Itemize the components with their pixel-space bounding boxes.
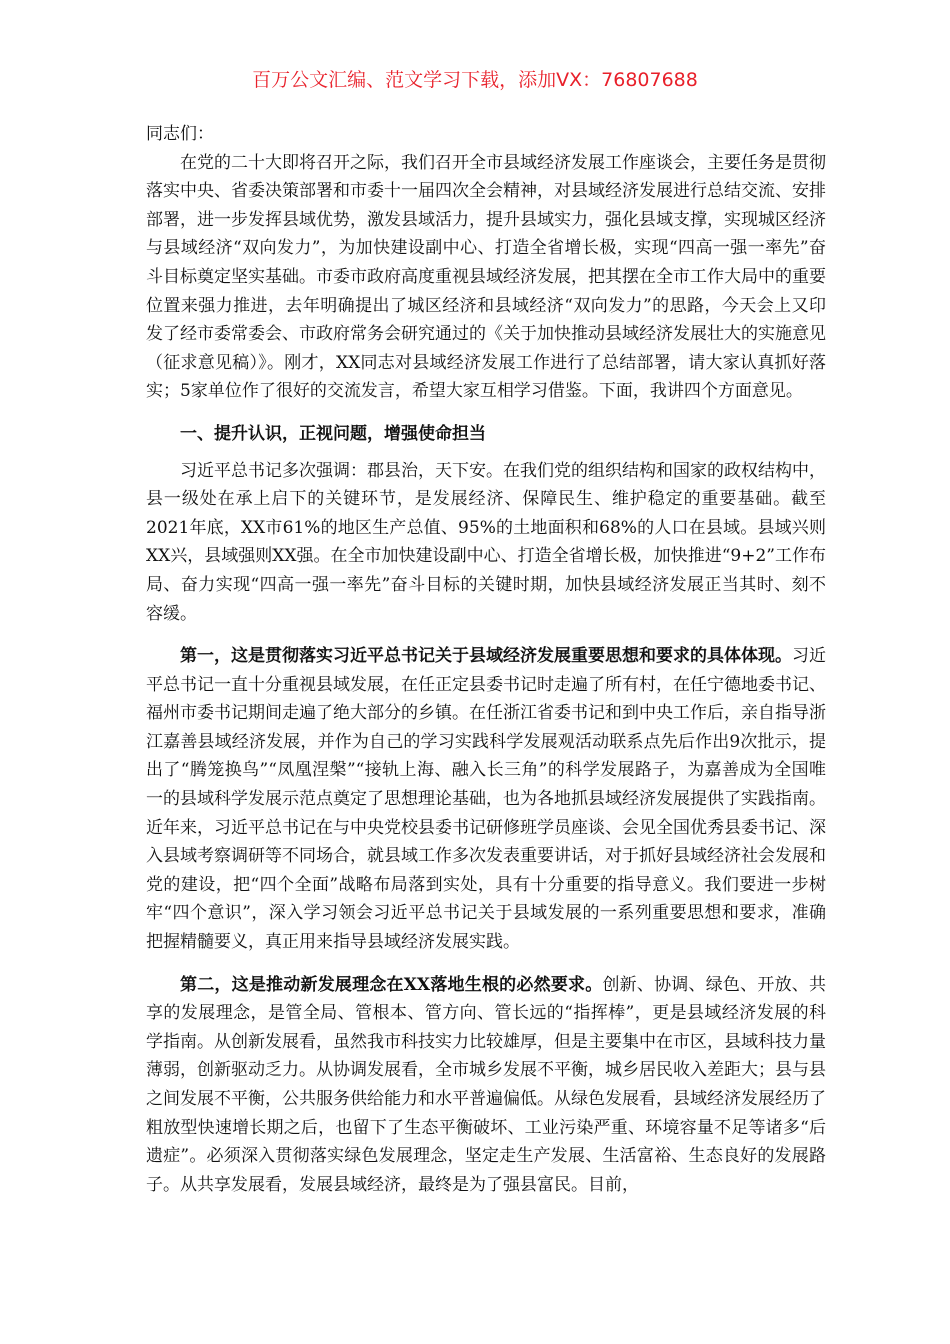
section1-paragraph: 习近平总书记多次强调：郡县治，天下安。在我们党的组织结构和国家的政权结构中，县一级处在承上启下的关键环节，是发展经济、保障民生、维护稳定的重要基础。截至2021年底，XX市61%的地区生产总值、95%的土地面积和68%的人口在县域。县域兴则XX兴，县域强则XX强。在全市加快建设副中心、打造全省增长极，加快推进“9+2”工作布局、奋力实现“四高一强一率先”奋斗目标的关键时期，加快县域经济发展正当其时、刻不容缓。	[146, 460, 826, 624]
point2-paragraph	[146, 971, 826, 1200]
section-heading: 一、提升认识，正视问题，增强使命担当	[180, 423, 486, 444]
speech-body	[146, 120, 826, 1199]
intro-paragraph: 在党的二十大即将召开之际，我们召开全市县域经济发展工作座谈会，主要任务是贯彻落实中央、省委决策部署和市委十一届四次全会精神，对县域经济发展进行总结交流、安排部署，进一步发挥县域优势，激发县域活力，提升县域实力，强化县域支撑，实现城区经济与县域经济“双向发力”，为加快建设副中心、打造全省增长极，实现“四高一强一率先”奋斗目标奠定坚实基础。市委市政府高度重视县域经济发展，把其摆在全市工作大局中的重要位置来强力推进，去年明确提出了城区经济和县域经济“双向发力”的思路，今天会上又印发了经市委常委会、市政府常务会研究通过的《关于加快推动县域经济发展壮大的实施意见（征求意见稿）》。刚才，XX同志对县域经济发展工作进行了总结部署，请大家认真抓好落实；5家单位作了很好的交流发言，希望大家互相学习借鉴。下面，我讲四个方面意见。	[146, 152, 826, 402]
point1-body: 习近平总书记一直十分重视县域发展，在任正定县委书记时走遍了所有村，在任宁德地委书记、福州市委书记期间走遍了绝大部分的乡镇。在任浙江省委书记和到中央工作后，亲自指导浙江嘉善县域经济发展，并作为自己的学习实践科学发展观活动联系点先后作出9次批示，提出了“腾笼换鸟”“凤凰涅槃”“接轨上海、融入长三角”的科学发展路子，为嘉善成为全国唯一的县域科学发展示范点奠定了思想理论基础，也为各地抓县域经济发展提供了实践指南。近年来，习近平总书记在与中央党校县委书记研修班学员座谈、会见全国优秀县委书记、深入县域考察调研等不同场合，就县域工作多次发表重要讲话，对于抓好县域经济社会发展和党的建设，把“四个全面”战略布局落到实处，具有十分重要的指导意义。我们要进一步树牢“四个意识”，深入学习领会习近平总书记关于县域发展的一系列重要思想和要求，准确把握精髓要义，真正用来指导县域经济发展实践。	[146, 646, 826, 953]
point1-lead: 第一，这是贯彻落实习近平总书记关于县域经济发展重要思想和要求的具体体现。	[180, 646, 792, 667]
point1-paragraph	[146, 642, 826, 957]
promo-banner: 百万公文汇编、范文学习下载，添加VX：76807688	[252, 69, 698, 91]
greeting: 同志们：	[146, 124, 214, 144]
point2-lead: 第二，这是推动新发展理念在XX落地生根的必然要求。	[180, 974, 603, 995]
point2-body: 创新、协调、绿色、开放、共享的发展理念，是管全局、管根本、管方向、管长远的“指挥棒”，更是县域经济发展的科学指南。从创新发展看，虽然我市科技实力比较雄厚，但是主要集中在市区，县域科技力量薄弱，创新驱动乏力。从协调发展看，全市城乡发展不平衡，城乡居民收入差距大；县与县之间发展不平衡，公共服务供给能力和水平普遍偏低。从绿色发展看，县域经济发展经历了粗放型快速增长期之后，也留下了生态平衡破坏、工业污染严重、环境容量不足等诸多“后遗症”。必须深入贯彻落实绿色发展理念，坚定走生产发展、生活富裕、生态良好的发展路子。从共享发展看，发展县域经济，最终是为了强县富民。目前，	[146, 974, 826, 1195]
